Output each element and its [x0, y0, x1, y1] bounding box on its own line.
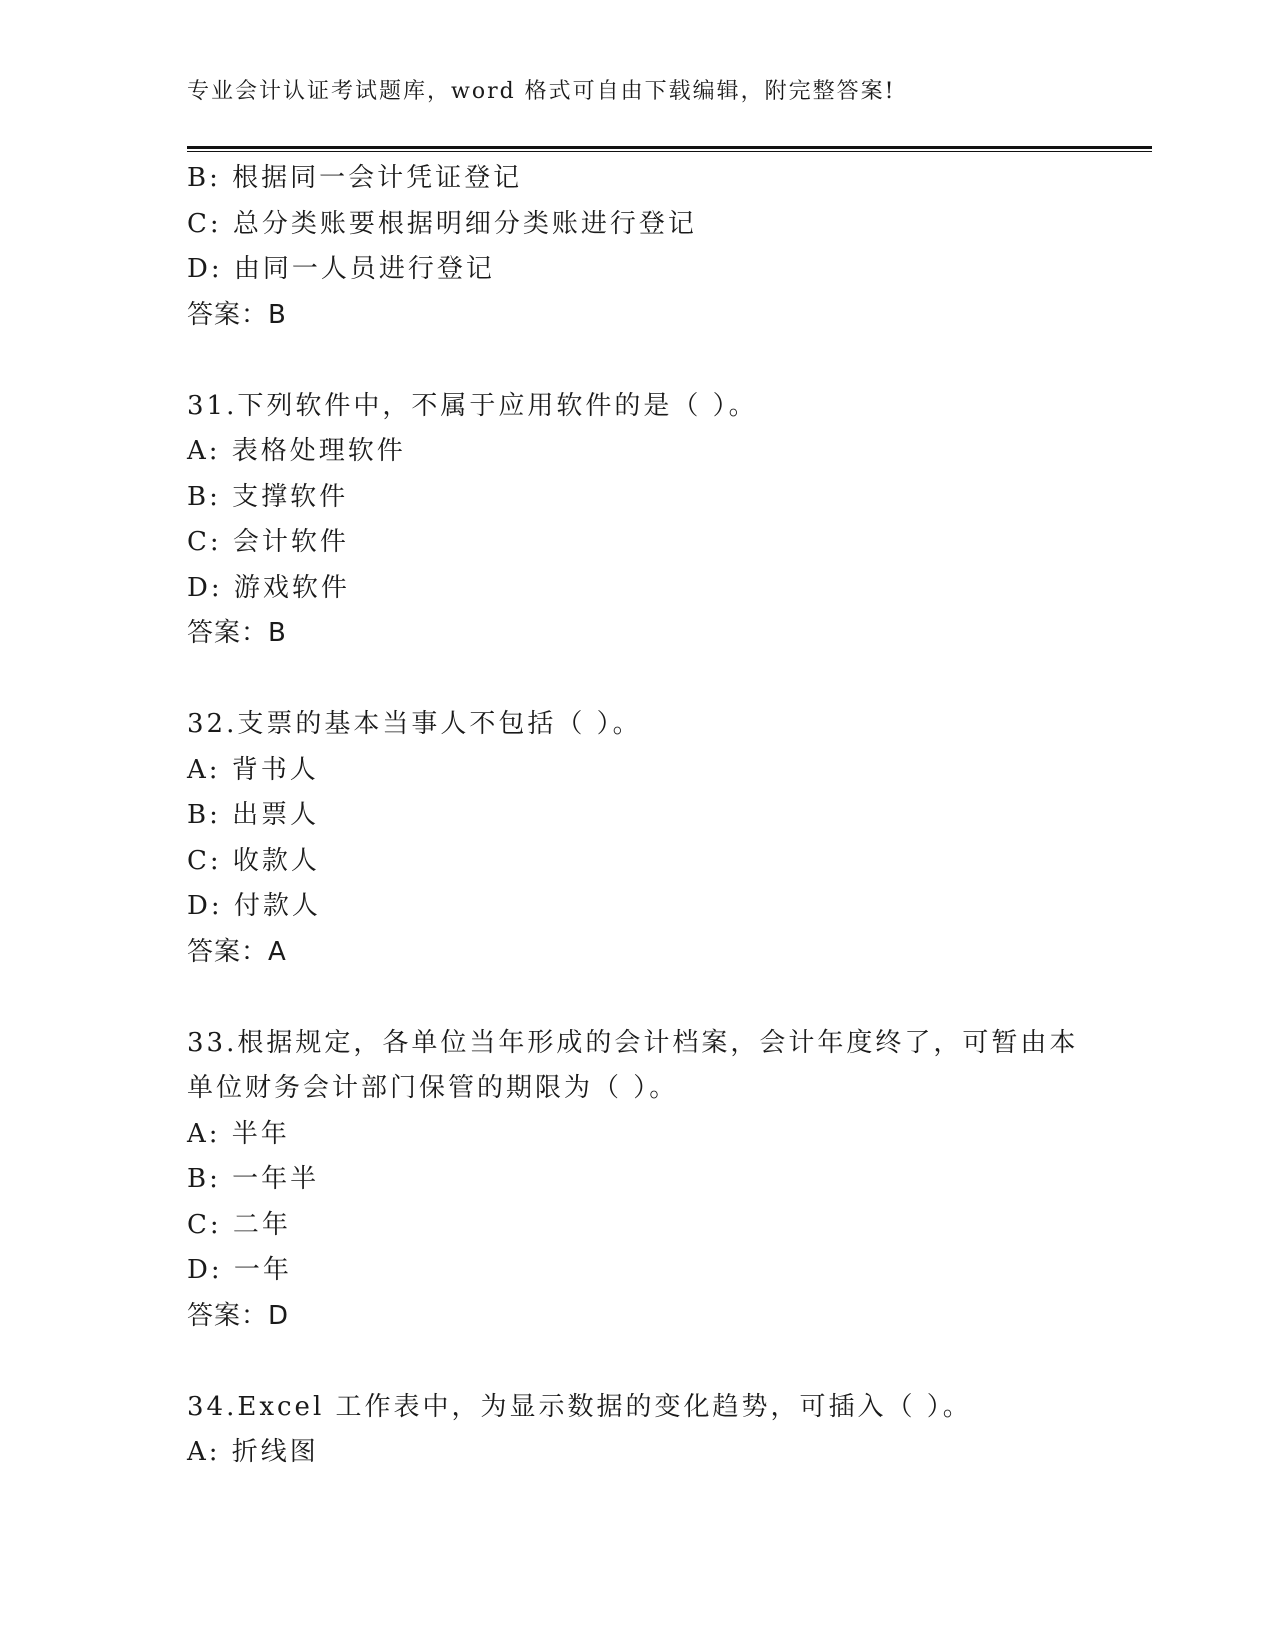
option-line: A: 背书人 [187, 754, 319, 785]
question-stem: 31.下列软件中，不属于应用软件的是（ ）。 [187, 390, 758, 421]
question-list [187, 156, 1152, 1476]
page-header: 专业会计认证考试题库，word 格式可自由下载编辑，附完整答案! [187, 79, 896, 104]
option-line: D: 付款人 [187, 891, 321, 921]
question-stem: 33.根据规定，各单位当年形成的会计档案，会计年度终了，可暂由本 [187, 1027, 1079, 1058]
option-line: D: 游戏软件 [187, 572, 350, 603]
option-line: B: 支撑软件 [187, 481, 349, 512]
option-line: D: 一年 [187, 1255, 292, 1285]
option-line: A: 表格处理软件 [187, 436, 406, 466]
question-stem: 34.Excel 工作表中，为显示数据的变化趋势，可插入（ ）。 [187, 1391, 972, 1422]
option-line: D: 由同一人员进行登记 [187, 254, 495, 284]
header-rule-thick [187, 146, 1152, 149]
header-rule-thin [187, 151, 1152, 152]
option-line: A: 半年 [187, 1118, 290, 1149]
spacer [187, 657, 1152, 703]
option-line: B: 出票人 [187, 800, 320, 830]
answer-line: 答案：B [187, 299, 287, 330]
option-line: C: 总分类账要根据明细分类账进行登记 [187, 208, 697, 239]
option-line: B: 一年半 [187, 1164, 320, 1194]
spacer [187, 975, 1152, 1021]
spacer [187, 338, 1152, 384]
question-stem-continued: 单位财务会计部门保管的期限为（ ）。 [187, 1073, 679, 1103]
answer-line: 答案：A [187, 936, 287, 967]
answer-line: 答案：D [187, 1300, 290, 1331]
option-line: C: 二年 [187, 1209, 291, 1240]
option-line: C: 收款人 [187, 845, 320, 876]
answer-line: 答案：B [187, 618, 287, 648]
option-line: A: 折线图 [187, 1437, 319, 1467]
option-line: C: 会计软件 [187, 527, 349, 557]
option-line: B: 根据同一会计凭证登记 [187, 163, 523, 193]
question-stem: 32.支票的基本当事人不包括（ ）。 [187, 709, 642, 739]
spacer [187, 1339, 1152, 1385]
